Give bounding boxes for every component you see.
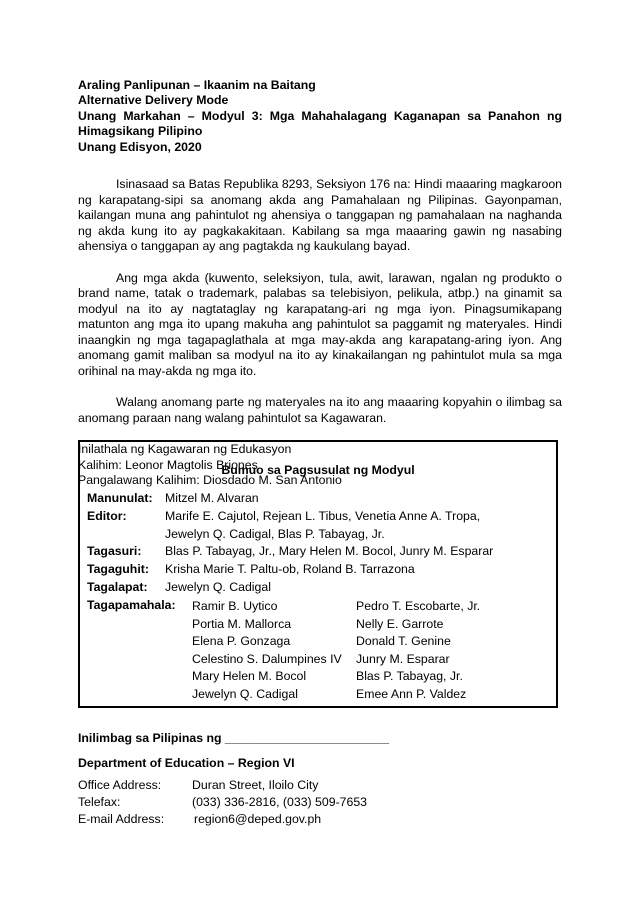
tagaguhit-value: Krisha Marie T. Paltu-ob, Roland B. Tarrazona (165, 562, 415, 576)
edition: Unang Edisyon, 2020 (78, 139, 202, 154)
telefax-label: Telefax: (78, 795, 121, 809)
manager-name: Donald T. Genine (356, 634, 451, 649)
manager-name: Nelly E. Garrote (356, 616, 444, 631)
manager-name: Junry M. Esparar (356, 651, 450, 666)
editor-value-1: Marife E. Cajutol, Rejean L. Tibus, Venetia Anne A. Tropa, (165, 509, 481, 523)
manager-name: Emee Ann P. Valdez (356, 686, 467, 701)
module-title-line2: Himagsikang Pilipino (78, 124, 203, 139)
manager-name: Portia M. Mallorca (192, 616, 292, 631)
manager-list-left (192, 598, 342, 704)
tagalapat-value: Jewelyn Q. Cadigal (165, 580, 271, 594)
subject-title: Araling Panlipunan – Ikaanim na Baitang (78, 78, 316, 92)
box-title: Bumuo sa Pagsusulat ng Modyul (221, 463, 415, 477)
manager-name: Mary Helen M. Bocol (192, 669, 307, 684)
manager-name: Celestino S. Dalumpines IV (192, 651, 342, 666)
manager-name: Blas P. Tabayag, Jr. (356, 669, 463, 684)
tagasuri-row (87, 544, 493, 558)
email-value: region6@deped.gov.ph (194, 812, 322, 826)
editor-value-2: Jewelyn Q. Cadigal, Blas P. Tabayag, Jr. (165, 527, 385, 541)
manunulat-value: Mitzel M. Alvaran (165, 491, 259, 505)
tagasuri-label: Tagasuri: (87, 544, 142, 558)
delivery-mode: Alternative Delivery Mode (78, 93, 229, 108)
tagasuri-value: Blas P. Tabayag, Jr., Mary Helen M. Bocol, Junry M. Esparar (165, 544, 494, 558)
secretary-line: Kalihim: Leonor Magtolis Briones (78, 457, 258, 472)
publisher-line: Inilathala ng Kagawaran ng Edukasyon (78, 442, 292, 457)
tagaguhit-row (87, 562, 415, 576)
copyright-paragraph-1: Isinasaad sa Batas Republika 8293, Seksiyon 176 na: Hindi maaaring magkaroon ng karapatang-sipi sa anomang akda ang Pamahalaan ng Pilipinas. Gayonpaman, kailangan muna ang pahintulot ng ahensiya o tanggapan ng pamahalaan na naghanda ng akda kung ito ay pagkakakitaan. Kabilang sa mga maaaring gawin ng nasabing ahensiya o tanggapan ay ang pagtakda ng kaukulang bayad. (78, 177, 562, 254)
printed-line: Inilimbag sa Pilipinas ng ________________________ (78, 731, 390, 745)
office-value: Duran Street, Iloilo City (192, 778, 319, 792)
tagalapat-row (87, 580, 271, 594)
document-page (78, 78, 562, 489)
manager-list-right (356, 598, 480, 704)
editor-row (87, 509, 480, 523)
manunulat-label: Manunulat: (87, 491, 153, 505)
tagapamahala-label: Tagapamahala: (87, 598, 176, 612)
copyright-paragraph-2: Ang mga akda (kuwento, seleksiyon, tula, awit, larawan, ngalan ng produkto o brand name, tatak o trademark, palabas sa telebisiyon, pelikula, atbp.) na ginamit sa modyul na ito ay nagtataglay ng karapatang-ari ng mga iyon. Pinagsumikapang matunton ang mga ito upang makuha ang pahintulot sa paggamit ng materyales. Hindi inaangkin ng mga tagapaglathala at mga may-akda ang karapatang-aring iyon. Ang anomang gamit maliban sa modyul na ito ay kinakailangan ng pahintulot mula sa mga orihinal na may-akda ng mga ito. (78, 270, 562, 378)
email-label: E-mail Address: (78, 812, 165, 826)
tagapamahala-row (87, 598, 176, 612)
editor-row-2 (165, 527, 385, 541)
module-title-line1: Unang Markahan – Modyul 3: Mga Mahahalagang Kaganapan sa Panahon ng (78, 108, 562, 123)
undersecretary-line: Pangalawang Kalihim: Diosdado M. San Antonio (78, 473, 342, 488)
header-block (78, 78, 562, 155)
tagaguhit-label: Tagaguhit: (87, 562, 149, 576)
telefax-value: (033) 336-2816, (033) 509-7653 (192, 795, 368, 809)
development-team-box (78, 440, 558, 708)
manager-name: Ramir B. Uytico (192, 599, 278, 613)
copyright-paragraph-3: Walang anomang parte ng materyales na ito ang maaaring kopyahin o ilimbag sa anomang paraan nang walang pahintulot sa Kagawaran. (78, 395, 562, 425)
editor-label: Editor: (87, 509, 127, 523)
manager-name: Pedro T. Escobarte, Jr. (356, 599, 481, 613)
tagalapat-label: Tagalapat: (87, 580, 148, 594)
manager-name: Jewelyn Q. Cadigal (192, 686, 298, 701)
manunulat-row (87, 491, 259, 505)
office-label: Office Address: (78, 778, 162, 792)
department-line: Department of Education – Region VI (78, 756, 295, 770)
manager-name: Elena P. Gonzaga (192, 634, 291, 649)
